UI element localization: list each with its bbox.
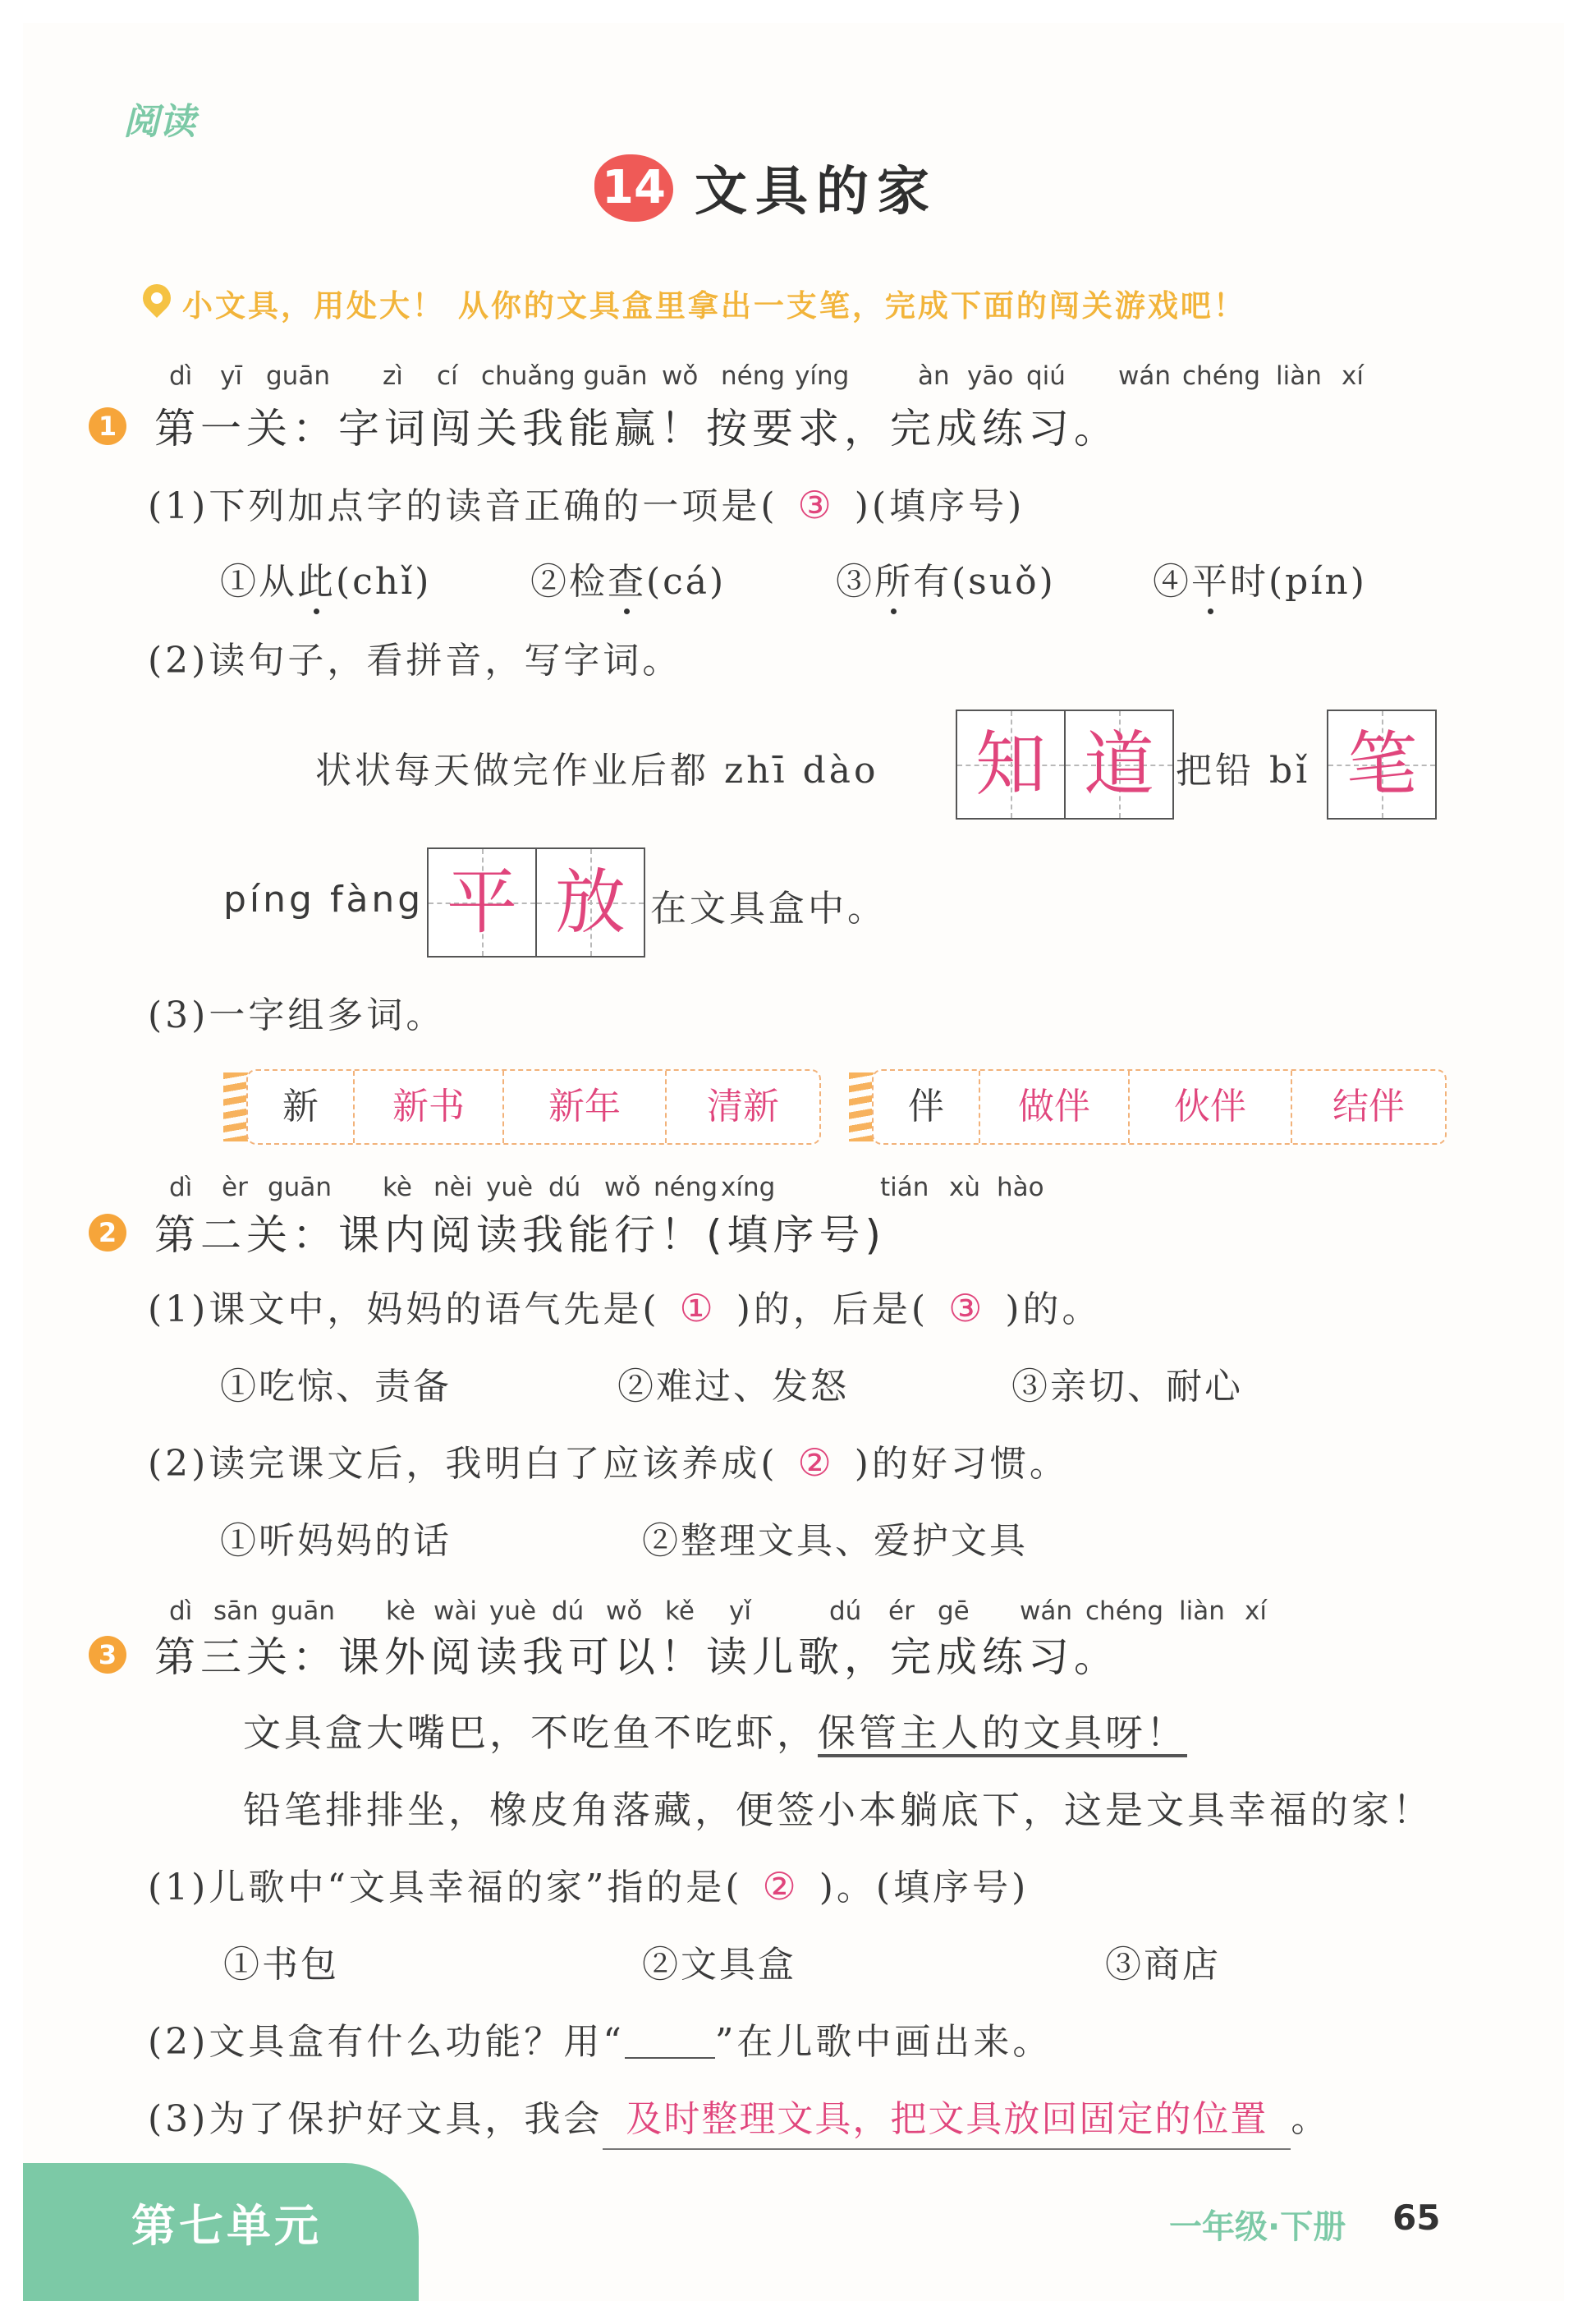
level2-heading: 第二关：课内阅读我能行！(填序号): [154, 1211, 887, 1259]
l1-q3-wordbox-xin: 新 新书 新年 清新: [246, 1069, 821, 1145]
decorative-stripes: [223, 1072, 248, 1141]
grade-label: 一年级·下册: [1169, 2208, 1346, 2246]
l1-q1-option-4: ④平时(pín): [1153, 561, 1367, 603]
page-number: 65: [1392, 2198, 1441, 2238]
l2-q1-answer-2: ③: [948, 1286, 986, 1330]
l1-q3-wordbox-ban: 伴 做伴 伙伴 结伴: [872, 1069, 1447, 1145]
l1-q1-option-3: ③所有(suǒ): [836, 561, 1056, 603]
poem-line-2: 铅笔排排坐，橡皮角落藏，便签小本躺底下，这是文具幸福的家！: [243, 1788, 1433, 1832]
l2-q1-answer-1: ①: [679, 1286, 717, 1330]
wavy-line-symbol-blank: [625, 2024, 715, 2059]
l2-q1-option-3: ③亲切、耐心: [1011, 1366, 1243, 1408]
l1-q1-option-1: ①从此(chǐ): [220, 561, 432, 603]
intro-text: 小文具，用处大！ 从你的文具盒里拿出一支笔，完成下面的闯关游戏吧！: [182, 288, 1246, 324]
l2-q2-option-1: ①听妈妈的话: [220, 1520, 452, 1562]
level3-heading: 第三关：课外阅读我可以！读儿歌，完成练习。: [154, 1633, 1120, 1681]
level1-badge: 1: [89, 407, 126, 445]
l3-q1-option-1: ①书包: [223, 1944, 339, 1986]
poem-underlined-phrase: 保管主人的文具呀！: [818, 1711, 1187, 1755]
l2-q1: (1)课文中，妈妈的语气先是( ① )的，后是( ③ )的。: [148, 1286, 1102, 1330]
l1-q2-sentence-mid: 把铅 bǐ: [1176, 750, 1311, 792]
l1-q2-grid-bi: 笔: [1327, 710, 1437, 820]
l1-q2-sentence-end: 在文具盒中。: [650, 888, 887, 930]
l3-q1: (1)儿歌中“文具幸福的家”指的是( ② )。(填序号): [148, 1864, 1030, 1908]
decorative-stripes: [849, 1072, 874, 1141]
l3-q3-answer[interactable]: 及时整理文具，把文具放回固定的位置: [603, 2089, 1291, 2150]
l1-q1-option-2: ②检查(cá): [530, 561, 727, 603]
l3-q1-option-2: ②文具盒: [642, 1944, 796, 1986]
l3-q3: (3)为了保护好文具，我会 及时整理文具，把文具放回固定的位置 。: [148, 2089, 1330, 2150]
section-tag: 阅读: [123, 101, 195, 143]
l1-q3-prompt: (3)一字组多词。: [148, 994, 446, 1036]
level2-badge: 2: [89, 1214, 126, 1252]
level3-badge: 3: [89, 1636, 126, 1674]
l2-q1-option-2: ②难过、发怒: [617, 1366, 849, 1408]
l1-q2-sentence-start: 状状每天做完作业后都 zhī dào: [315, 750, 879, 792]
l1-q2-prompt: (2)读句子，看拼音，写字词。: [148, 640, 682, 682]
unit-label: 第七单元: [131, 2200, 322, 2252]
lesson-title: 文具的家: [695, 162, 938, 223]
l2-q1-option-1: ①吃惊、责备: [220, 1366, 452, 1408]
l3-q1-answer: ②: [762, 1864, 800, 1908]
l2-q2-option-2: ②整理文具、爱护文具: [642, 1520, 1028, 1562]
l1-q2-pinyin-pingfang: píng fàng: [223, 879, 424, 921]
l3-q1-option-3: ③商店: [1105, 1944, 1221, 1986]
l1-q1-answer: ③: [797, 483, 835, 527]
l1-q2-grid-pingfang: 平 放: [427, 847, 645, 958]
l1-q2-grid-zhidao: 知 道: [956, 710, 1174, 820]
lesson-number-badge: 14: [594, 154, 673, 222]
l3-q2: (2)文具盒有什么功能？用“ ”在儿歌中画出来。: [148, 2021, 1053, 2063]
l1-q1: (1)下列加点字的读音正确的一项是( ③ )(填序号): [148, 483, 1025, 527]
l2-q2: (2)读完课文后，我明白了应该养成( ② )的好习惯。: [148, 1440, 1069, 1485]
level1-heading: 第一关：字词闯关我能赢！按要求，完成练习。: [154, 405, 1120, 452]
l2-q2-answer: ②: [797, 1440, 835, 1485]
poem-line-1: 文具盒大嘴巴，不吃鱼不吃虾，保管主人的文具呀！: [243, 1711, 1187, 1755]
